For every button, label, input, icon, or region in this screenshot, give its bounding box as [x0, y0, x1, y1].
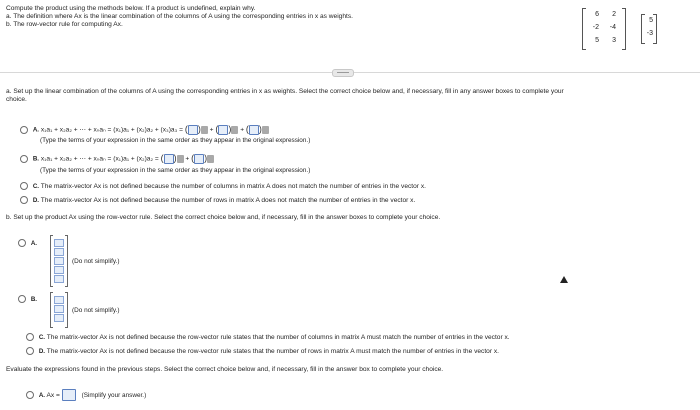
option-c-text: The matrix-vector Ax is not defined because the number of columns in matrix A does not match the number of entries in the vector x. — [40, 182, 426, 190]
option-letter: B. — [32, 155, 40, 163]
answer-box[interactable] — [218, 125, 228, 135]
option-a-hint: (Type the terms of your expression in the same order as they appear in the original expression.) — [40, 137, 311, 144]
matrix-a-cell: -4 — [609, 24, 616, 31]
part-b-prompt: b. Set up the product Ax using the row-vector rule. Select the correct choice below and, if necessary, fill in the answer boxes to complete your choice. — [6, 214, 441, 221]
option-d-text: The matrix-vector Ax is not defined because the row-vector rule states that the number of rows in matrix A must match the number of entries in the vector x. — [46, 347, 499, 355]
question-line-1: Compute the product using the methods below. If a product is undefined, explain why. — [6, 5, 256, 12]
radio-button[interactable] — [20, 182, 28, 190]
radio-button[interactable] — [26, 333, 34, 341]
matrix-a-cell: 6 — [595, 11, 599, 18]
answer-box[interactable] — [249, 125, 259, 135]
radio-button[interactable] — [20, 155, 28, 163]
answer-box[interactable] — [54, 305, 64, 313]
vector-x-cell: -3 — [646, 30, 653, 37]
part-b-option-a-matrix — [50, 235, 68, 287]
option-letter: A. — [38, 391, 46, 399]
answer-box[interactable] — [54, 275, 64, 283]
question-header — [6, 5, 353, 30]
mouse-cursor-icon — [560, 276, 568, 283]
radio-button[interactable] — [20, 196, 28, 204]
radio-button[interactable] — [26, 391, 34, 399]
answer-box[interactable] — [54, 296, 64, 304]
answer-box[interactable] — [54, 314, 64, 322]
option-letter: D. — [38, 347, 46, 355]
radio-button[interactable] — [20, 126, 28, 134]
evaluate-hint: (Simplify your answer.) — [81, 391, 147, 399]
ax-label: Ax = — [46, 391, 60, 399]
part-a-prompt-line-2: choice. — [6, 96, 27, 104]
vector-x-right-bracket — [653, 14, 657, 44]
matrix-a-right-bracket — [622, 8, 626, 50]
radio-button[interactable] — [26, 347, 34, 355]
matrix-a-cell: 3 — [612, 37, 616, 44]
matrix-a — [582, 8, 626, 50]
answer-box[interactable] — [54, 248, 64, 256]
part-b-option-a-hint: (Do not simplify.) — [72, 258, 120, 265]
column-vector-icon — [201, 126, 208, 134]
question-line-3: b. The row-vector rule for computing Ax. — [6, 21, 123, 29]
part-a-option-b[interactable]: B. x₁a₁ + x₂a₂ + ⋯ + xₙaₙ = (x₁)a₁ + (x₂)a₂ = ( ) + ( ) — [20, 153, 214, 164]
vector-x-cell: 5 — [649, 17, 653, 24]
option-d-text: The matrix-vector Ax is not defined because the number of rows in matrix A does not match the number of entries in the vector x. — [40, 196, 416, 204]
radio-button[interactable] — [18, 239, 26, 247]
part-b-option-d[interactable] — [26, 347, 499, 356]
option-letter: C. — [32, 182, 40, 190]
column-vector-icon — [262, 126, 269, 134]
option-b-hint: (Type the terms of your expression in the same order as they appear in the original expression.) — [40, 167, 311, 174]
option-letter: C. — [38, 333, 46, 341]
option-letter: A. — [30, 239, 38, 247]
evaluate-prompt: Evaluate the expressions found in the previous steps. Select the correct choice below and, if necessary, fill in the answer box to complete your choice. — [6, 366, 444, 373]
option-letter: B. — [30, 295, 38, 303]
part-b-option-b[interactable] — [18, 295, 37, 304]
part-a-option-a[interactable]: A. x₁a₁ + x₂a₂ + ⋯ + xₙaₙ = (x₁)a₁ + (x₂)a₂ + (x₃)a₃ = ( ) + ( ) + ( ) — [20, 124, 269, 135]
part-a-option-c[interactable] — [20, 182, 426, 191]
expand-handle[interactable] — [332, 69, 354, 77]
answer-box[interactable] — [188, 125, 198, 135]
answer-box[interactable] — [62, 389, 76, 401]
radio-button[interactable] — [18, 295, 26, 303]
matrix-a-left-bracket — [582, 8, 586, 50]
option-c-text: The matrix-vector Ax is not defined because the row-vector rule states that the number of columns in matrix A must match the number of entries in the vector x. — [46, 333, 510, 341]
option-letter: A. — [32, 126, 40, 134]
option-a-expression: x₁a₁ + x₂a₂ + ⋯ + xₙaₙ = (x₁)a₁ + (x₂)a₂ + (x₃)a₃ = — [40, 126, 183, 134]
part-b-option-c[interactable] — [26, 333, 510, 342]
column-vector-icon — [231, 126, 238, 134]
evaluate-option-a[interactable] — [26, 389, 146, 401]
answer-box[interactable] — [54, 239, 64, 247]
answer-box[interactable] — [54, 257, 64, 265]
part-b-option-b-matrix — [50, 292, 68, 328]
matrix-a-cell: -2 — [592, 24, 599, 31]
part-a-option-d[interactable] — [20, 196, 415, 205]
part-b-option-b-hint: (Do not simplify.) — [72, 307, 120, 314]
part-a-prompt — [6, 88, 564, 104]
part-b-option-a[interactable] — [18, 239, 37, 248]
column-vector-icon — [207, 155, 214, 163]
column-vector-icon — [177, 155, 184, 163]
answer-box[interactable] — [164, 154, 174, 164]
matrix-a-cell: 5 — [595, 37, 599, 44]
option-letter: D. — [32, 196, 40, 204]
answer-box[interactable] — [194, 154, 204, 164]
part-a-prompt-line-1: a. Set up the linear combination of the columns of A using the corresponding entries in x as weights. Select the correct choice below and, if necessary, fill in any answer boxes to complete your — [6, 88, 564, 95]
question-line-2: a. The definition where Ax is the linear combination of the columns of A using the corresponding entries in x as weights. — [6, 13, 353, 21]
matrix-a-cell: 2 — [612, 11, 616, 18]
answer-box[interactable] — [54, 266, 64, 274]
option-b-expression: x₁a₁ + x₂a₂ + ⋯ + xₙaₙ = (x₁)a₁ + (x₂)a₂ = — [40, 155, 159, 163]
vector-x — [641, 14, 657, 44]
